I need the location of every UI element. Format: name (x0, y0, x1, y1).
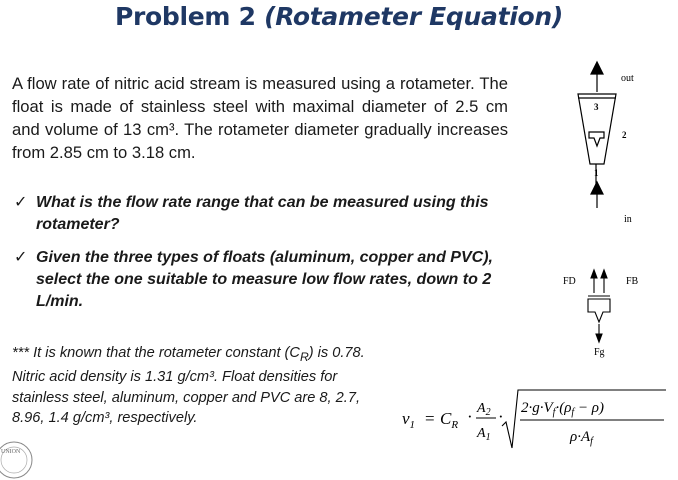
eq-equals: = (425, 409, 435, 428)
rotameter-diagram (560, 52, 678, 232)
label-fg: Fg (594, 347, 605, 358)
svg-text:ρ·Af (569, 429, 594, 447)
svg-text:2·g·Vf·(ρf − ρ) (521, 400, 604, 418)
question-item (14, 192, 510, 236)
eq-a2: A (477, 401, 486, 416)
eq-v-sub: 1 (409, 419, 416, 431)
label-fd: FD (563, 276, 576, 287)
title-sub: (Rotameter Equation) (264, 2, 564, 31)
eq-c: C (440, 409, 452, 428)
eq-dot-2: · (498, 407, 504, 426)
problem-statement: A flow rate of nitric acid stream is measured using a rotameter. The float is made of stainless steel with maximal diameter of 2.5 cm and volume of 13 cm³. The rotameter diameter gradually increases from 2.85 cm to 3.18 cm. (12, 74, 508, 162)
question-text: Given the three types of floats (aluminum, copper and PVC), select the one suitable to measure low flow rates, down to 2 L/min. (36, 249, 493, 310)
gravity-arrow-head (596, 334, 602, 342)
svg-text:v1 (402, 409, 415, 431)
eq-a1: A (477, 426, 486, 441)
eq-num-paren: ·(ρ (555, 400, 572, 416)
label-out: out (621, 73, 634, 84)
checkmark-icon: ✓ (14, 249, 28, 266)
svg-text:A1 (476, 426, 491, 443)
eq-c-sub: R (451, 419, 459, 431)
university-seal-logo (0, 440, 34, 480)
label-pos3: 3 (594, 102, 599, 112)
float-body (588, 299, 610, 322)
eq-num: 2·g·V (521, 400, 553, 416)
eq-dot: · (467, 407, 473, 426)
eq-num-sub-f2: f (571, 407, 575, 418)
rotameter-equation (398, 384, 668, 456)
question-item (14, 247, 510, 313)
svg-text:CR (440, 409, 458, 431)
float-shape (589, 132, 604, 146)
drag-arrow-head (591, 270, 597, 278)
outlet-arrow-head (591, 62, 603, 74)
float-forces-diagram (560, 238, 678, 360)
question-text: What is the flow rate range that can be measured using this rotameter? (36, 194, 489, 233)
question-list (14, 192, 510, 313)
svg-text:UNION: UNION (1, 449, 21, 455)
svg-text:A2 (476, 401, 491, 418)
eq-num-tail: − ρ) (574, 400, 605, 416)
given-data-note (12, 343, 384, 429)
label-pos2: 2 (622, 130, 627, 140)
eq-num-sub-f: f (552, 407, 556, 418)
eq-den: ρ·A (570, 429, 591, 445)
note-prefix: *** It is known that the rotameter constant (C (12, 345, 300, 361)
checkmark-icon: ✓ (14, 194, 28, 211)
slide-title (0, 2, 678, 31)
note-suffix: ) is 0.78. Nitric acid density is 1.31 g/cm³. Float densities for stainless steel, aluminum, copper and PVC are 8, 2.7, 8.96, 1.4 g/cm³, respectively. (12, 345, 365, 427)
label-fb: FB (626, 276, 639, 287)
eq-den-sub: f (590, 436, 593, 447)
inlet-arrow-head (591, 182, 603, 194)
buoyancy-arrow-head (601, 270, 607, 278)
title-main: Problem 2 (114, 2, 256, 31)
label-pos1: 1 (594, 168, 599, 178)
label-in: in (624, 214, 632, 225)
eq-a1-sub: 1 (485, 432, 491, 443)
note-subscript: R (299, 349, 309, 364)
eq-a2-sub: 2 (485, 407, 491, 418)
eq-v: v (402, 409, 410, 428)
